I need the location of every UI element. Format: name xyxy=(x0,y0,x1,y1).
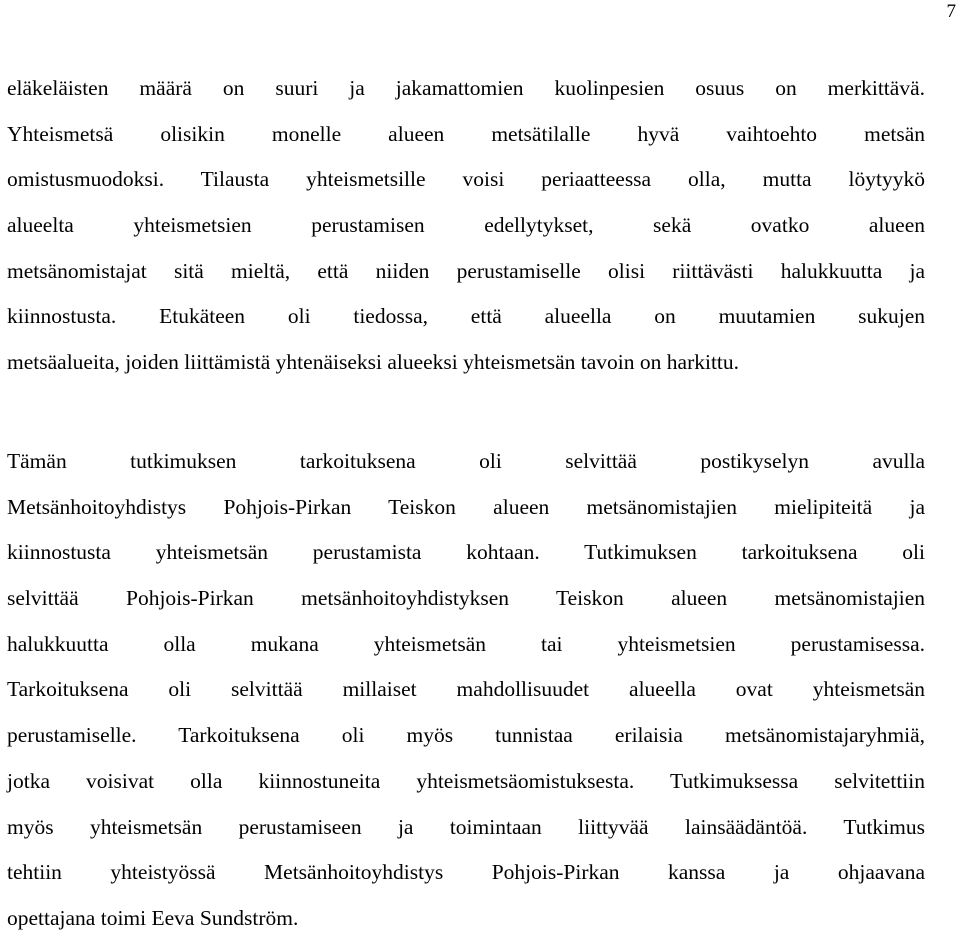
text-line: kiinnostusta yhteismetsän perustamista kohtaan. Tutkimuksen tarkoituksena oli xyxy=(7,540,925,565)
text-line: halukkuutta olla mukana yhteismetsän tai yhteismetsien perustamisessa. xyxy=(7,631,925,656)
text-line: kiinnostusta. Etukäteen oli tiedossa, että alueella on muutamien sukujen xyxy=(7,304,925,329)
text-line: Tarkoituksena oli selvittää millaiset mahdollisuudet alueella ovat yhteismetsän xyxy=(7,677,925,702)
page-number: 7 xyxy=(946,1,956,22)
paragraph-2 xyxy=(7,439,925,942)
text-line: Tämän tutkimuksen tarkoituksena oli selvittää postikyselyn avulla xyxy=(7,449,925,473)
text-line: selvittää Pohjois-Pirkan metsänhoitoyhdistyksen Teiskon alueen metsänomistajien xyxy=(7,586,925,611)
text-line: metsäalueita, joiden liittämistä yhtenäiseksi alueeksi yhteismetsän tavoin on harkittu. xyxy=(7,350,740,375)
text-line: alueelta yhteismetsien perustamisen edellytykset, sekä ovatko alueen xyxy=(7,213,925,238)
paragraph-1 xyxy=(7,66,925,386)
text-line: tehtiin yhteistyössä Metsänhoitoyhdistys Pohjois-Pirkan kanssa ja ohjaavana xyxy=(7,860,925,885)
text-line: Metsänhoitoyhdistys Pohjois-Pirkan Teiskon alueen metsänomistajien mielipiteitä ja xyxy=(7,494,925,519)
text-line: perustamiselle. Tarkoituksena oli myös tunnistaa erilaisia metsänomistajaryhmiä, xyxy=(7,723,925,748)
text-line: Yhteismetsä olisikin monelle alueen metsätilalle hyvä vaihtoehto metsän xyxy=(7,121,925,146)
text-line: omistusmuodoksi. Tilausta yhteismetsille voisi periaatteessa olla, mutta löytyykö xyxy=(7,167,925,192)
text-line: eläkeläisten määrä on suuri ja jakamattomien kuolinpesien osuus on merkittävä. xyxy=(7,76,925,100)
text-line: opettajana toimi Eeva Sundström. xyxy=(7,905,299,930)
text-line: metsänomistajat sitä mieltä, että niiden perustamiselle olisi riittävästi halukkuutta ja xyxy=(7,258,925,283)
text-line: myös yhteismetsän perustamiseen ja toimintaan liittyvää lainsäädäntöä. Tutkimus xyxy=(7,814,925,839)
text-line: jotka voisivat olla kiinnostuneita yhteismetsäomistuksesta. Tutkimuksessa selvitettiin xyxy=(7,768,925,793)
